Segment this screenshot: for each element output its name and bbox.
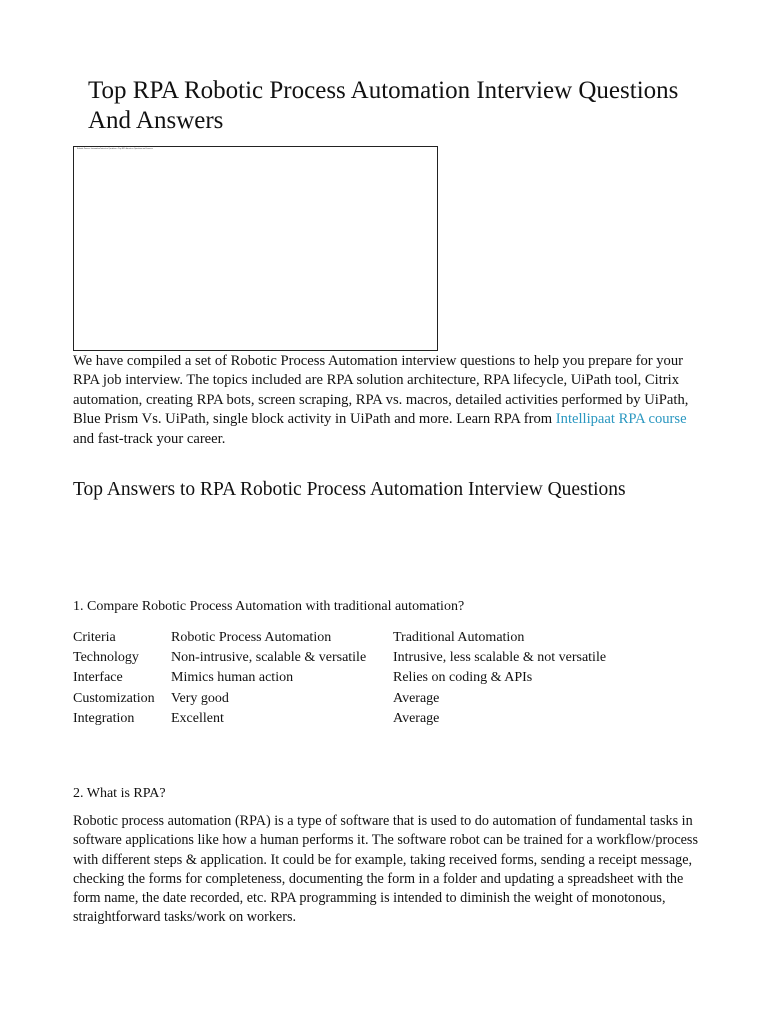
table-cell: Relies on coding & APIs (393, 670, 533, 686)
article-image (73, 146, 438, 351)
table-cell: Technology (73, 650, 139, 666)
intro-text-end: and fast-track your career. (73, 430, 226, 447)
question-2: 2. What is RPA? (73, 786, 166, 801)
image-caption: Robotic Process Automation Interview Questions - Top RPA Interview Questions and Answers (77, 148, 153, 150)
table-header-cell: Traditional Automation (393, 630, 525, 645)
table-row (73, 668, 653, 688)
table-row (73, 648, 653, 668)
table-header-cell: Criteria (73, 630, 116, 645)
section-heading: Top Answers to RPA Robotic Process Automation Interview Questions (73, 479, 626, 500)
table-cell: Average (393, 690, 440, 706)
table-cell: Integration (73, 710, 135, 726)
table-cell: Very good (171, 690, 229, 706)
table-cell: Excellent (171, 710, 224, 726)
table-cell: Average (393, 710, 440, 726)
page-title: Top RPA Robotic Process Automation Interview Questions And Answers (88, 77, 679, 134)
comparison-table (73, 628, 653, 729)
table-cell: Interface (73, 670, 123, 686)
table-cell: Non-intrusive, scalable & versatile (171, 650, 367, 666)
table-cell: Intrusive, less scalable & not versatile (393, 650, 607, 666)
table-cell: Customization (73, 690, 155, 706)
intro-text-start: We have compiled a set of Robotic Process Automation interview questions to help you prepare for your RPA job interview. The topics included are RPA solution architecture, RPA lifecycle, UiPath tool, Citrix automation, creating RPA bots, screen scraping, RPA vs. macros, detailed activities performed by UiPath, Blue Prism Vs. UiPath, single block activity in UiPath and more. Learn RPA from (73, 353, 689, 428)
table-header-cell: Robotic Process Automation (171, 630, 332, 645)
table-header-row (73, 628, 653, 648)
table-row (73, 689, 653, 709)
intellipaat-rpa-course-link[interactable]: Intellipaat RPA course (555, 411, 687, 428)
table-row (73, 709, 653, 729)
answer-2: Robotic process automation (RPA) is a type of software that is used to do automation of fundamental tasks in software applications like how a human performs it. The software robot can be trained for a workflow/process with different steps & application. It could be for example, taking received forms, sending a receipt message, checking the forms for completeness, documenting the form in a folder and updating a spreadsheet with the form name, the date recorded, etc. RPA programming is intended to diminish the weight of monotonous, straightforward tasks/work on workers. (73, 813, 698, 926)
question-1: 1. Compare Robotic Process Automation with traditional automation? (73, 599, 465, 614)
table-cell: Mimics human action (171, 670, 294, 686)
intro-paragraph (73, 352, 703, 449)
